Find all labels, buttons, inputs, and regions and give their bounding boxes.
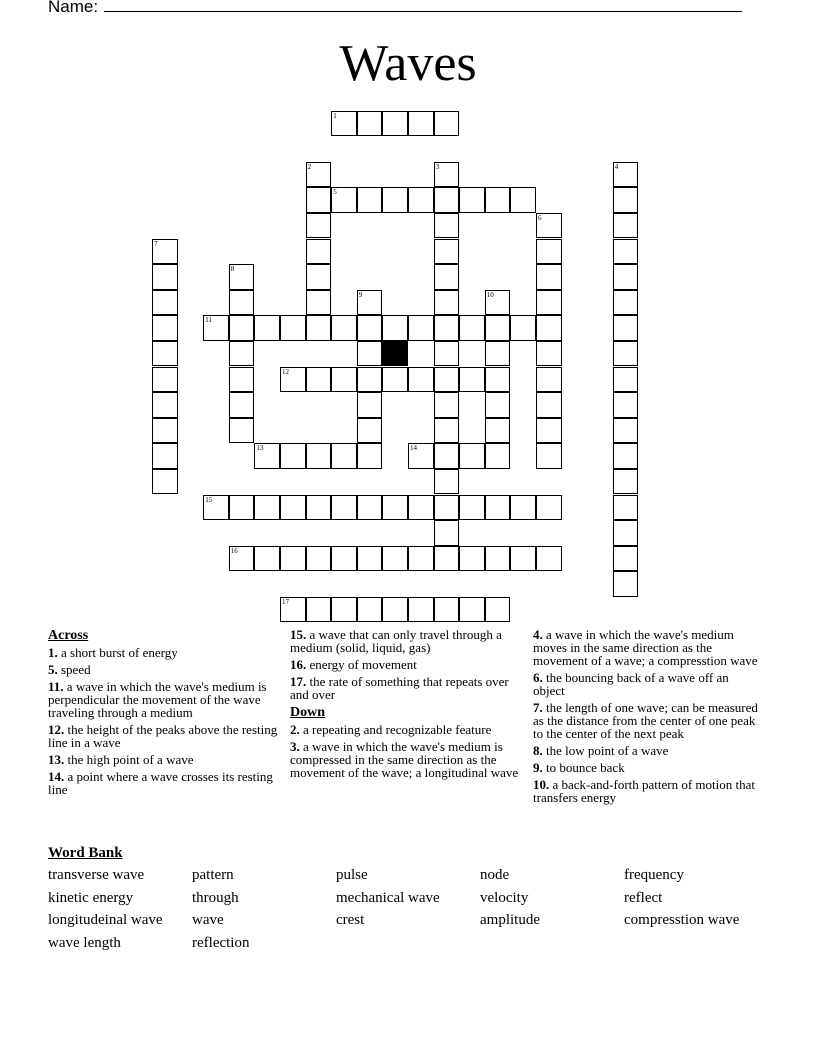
word-bank-item: wave bbox=[192, 912, 224, 928]
grid-cell[interactable] bbox=[331, 111, 357, 137]
clue-number: 8 bbox=[230, 265, 235, 274]
down-clue: 2. a repeating and recognizable feature bbox=[290, 722, 492, 737]
grid-cell[interactable] bbox=[536, 367, 562, 393]
clue-number: 12 bbox=[282, 367, 289, 376]
across-clue: 15. a wave that can only travel through a medium (solid, liquid, gas) bbox=[290, 627, 502, 655]
grid-cell[interactable] bbox=[331, 546, 357, 572]
across-clue: 16. energy of movement bbox=[290, 657, 417, 672]
grid-cell[interactable] bbox=[434, 495, 460, 521]
grid-cell[interactable] bbox=[306, 290, 332, 316]
grid-cell[interactable] bbox=[459, 315, 485, 341]
grid-cell[interactable] bbox=[357, 443, 383, 469]
grid-cell[interactable] bbox=[485, 341, 511, 367]
grid-cell[interactable] bbox=[408, 187, 434, 213]
grid-cell[interactable] bbox=[357, 597, 383, 623]
grid-cell[interactable] bbox=[357, 546, 383, 572]
grid-cell[interactable] bbox=[306, 443, 332, 469]
grid-cell[interactable] bbox=[434, 315, 460, 341]
grid-cell[interactable] bbox=[434, 290, 460, 316]
grid-cell[interactable] bbox=[254, 546, 280, 572]
grid-cell[interactable] bbox=[306, 187, 332, 213]
grid-cell[interactable] bbox=[382, 187, 408, 213]
grid-cell[interactable] bbox=[408, 367, 434, 393]
grid-cell[interactable] bbox=[152, 367, 178, 393]
grid-cell[interactable] bbox=[229, 546, 255, 572]
grid-cell[interactable] bbox=[459, 546, 485, 572]
grid-cell[interactable] bbox=[357, 418, 383, 444]
grid-cell[interactable] bbox=[536, 392, 562, 418]
word-bank-item: mechanical wave bbox=[336, 889, 440, 906]
grid-cell[interactable] bbox=[536, 443, 562, 469]
across-clue: 5. speed bbox=[48, 662, 91, 677]
clue-column-2 bbox=[290, 628, 522, 783]
across-clue: 1. a short burst of energy bbox=[48, 645, 178, 660]
grid-cell[interactable] bbox=[408, 443, 434, 469]
grid-cell[interactable] bbox=[306, 597, 332, 623]
grid-cell[interactable] bbox=[434, 469, 460, 495]
grid-cell[interactable] bbox=[306, 367, 332, 393]
grid-cell[interactable] bbox=[408, 315, 434, 341]
grid-cell[interactable] bbox=[203, 315, 229, 341]
grid-cell[interactable] bbox=[434, 187, 460, 213]
grid-cell[interactable] bbox=[485, 418, 511, 444]
word-bank-item: kinetic energy bbox=[48, 889, 134, 906]
grid-cell[interactable] bbox=[434, 239, 460, 265]
word-bank-title: Word Bank bbox=[48, 845, 123, 861]
clue-number: 10 bbox=[486, 290, 494, 299]
grid-cell[interactable] bbox=[459, 443, 485, 469]
grid-cell[interactable] bbox=[254, 495, 280, 521]
grid-cell[interactable] bbox=[434, 367, 460, 393]
grid-cell[interactable] bbox=[229, 392, 255, 418]
clue-number: 14 bbox=[410, 444, 417, 453]
grid-cell[interactable] bbox=[306, 213, 332, 239]
grid-cell[interactable] bbox=[152, 418, 178, 444]
grid-cell[interactable] bbox=[536, 495, 562, 521]
grid-cell[interactable] bbox=[434, 443, 460, 469]
word-bank-item: crest bbox=[336, 912, 365, 928]
clue-number: 17 bbox=[282, 597, 289, 606]
grid-cell[interactable] bbox=[382, 546, 408, 572]
grid-cell[interactable] bbox=[408, 597, 434, 623]
down-clue: 6. the bouncing back of a wave off an object bbox=[533, 670, 729, 698]
grid-cell[interactable] bbox=[331, 315, 357, 341]
down-clue: 7. the length of one wave; can be measured as the distance from the center of one peak to the center of the next peak bbox=[533, 700, 758, 741]
grid-cell[interactable] bbox=[536, 341, 562, 367]
word-bank-item: through bbox=[192, 889, 239, 906]
clue-column-3 bbox=[533, 628, 761, 808]
grid-cell[interactable] bbox=[510, 187, 536, 213]
grid-cell[interactable] bbox=[536, 290, 562, 316]
grid-cell[interactable] bbox=[434, 597, 460, 623]
clue-number: 11 bbox=[205, 316, 212, 325]
grid-cell[interactable] bbox=[382, 495, 408, 521]
grid-cell[interactable] bbox=[152, 443, 178, 469]
across-heading: Across bbox=[48, 628, 89, 643]
grid-cell[interactable] bbox=[485, 290, 511, 316]
grid-cell[interactable] bbox=[485, 546, 511, 572]
grid-cell[interactable] bbox=[229, 315, 255, 341]
word-bank-item: amplitude bbox=[480, 912, 540, 928]
across-clue: 12. the height of the peaks above the resting line in a wave bbox=[48, 722, 278, 750]
across-clue: 14. a point where a wave crosses its resting line bbox=[48, 769, 273, 797]
clue-number: 6 bbox=[538, 213, 542, 222]
grid-cell[interactable] bbox=[331, 187, 357, 213]
grid-cell[interactable] bbox=[536, 213, 562, 239]
grid-cell[interactable] bbox=[510, 495, 536, 521]
grid-cell[interactable] bbox=[434, 162, 460, 188]
grid-cell[interactable] bbox=[536, 264, 562, 290]
grid-cell[interactable] bbox=[280, 443, 306, 469]
grid-cell[interactable] bbox=[459, 597, 485, 623]
grid-cell[interactable] bbox=[485, 392, 511, 418]
grid-cell[interactable] bbox=[613, 418, 639, 444]
grid-cell[interactable] bbox=[408, 495, 434, 521]
grid-cell[interactable] bbox=[357, 495, 383, 521]
grid-cell[interactable] bbox=[357, 367, 383, 393]
grid-cell[interactable] bbox=[203, 495, 229, 521]
grid-cell[interactable] bbox=[306, 264, 332, 290]
grid-cell[interactable] bbox=[485, 597, 511, 623]
grid-cell[interactable] bbox=[152, 469, 178, 495]
clue-number: 9 bbox=[358, 290, 363, 299]
word-bank-item: pulse bbox=[336, 867, 368, 883]
grid-cell[interactable] bbox=[434, 520, 460, 546]
grid-cell[interactable] bbox=[536, 418, 562, 444]
grid-cell[interactable] bbox=[485, 495, 511, 521]
grid-cell[interactable] bbox=[613, 469, 639, 495]
grid-cell[interactable] bbox=[459, 367, 485, 393]
grid-cell[interactable] bbox=[306, 495, 332, 521]
grid-cell[interactable] bbox=[434, 392, 460, 418]
grid-cell[interactable] bbox=[382, 367, 408, 393]
grid-cell[interactable] bbox=[280, 315, 306, 341]
grid-cell[interactable] bbox=[613, 495, 639, 521]
clue-number: 4 bbox=[614, 162, 619, 171]
grid-cell[interactable] bbox=[613, 213, 639, 239]
grid-cell[interactable] bbox=[254, 443, 280, 469]
down-clue: 10. a back-and-forth pattern of motion that transfers energy bbox=[533, 777, 756, 805]
grid-cell[interactable] bbox=[408, 111, 434, 137]
grid-cell[interactable] bbox=[434, 264, 460, 290]
grid-cell[interactable] bbox=[331, 495, 357, 521]
grid-cell[interactable] bbox=[536, 546, 562, 572]
grid-cell[interactable] bbox=[613, 571, 639, 597]
word-bank-item: wave length bbox=[48, 934, 121, 951]
grid-cell[interactable] bbox=[510, 546, 536, 572]
grid-cell[interactable] bbox=[434, 111, 460, 137]
grid-cell[interactable] bbox=[613, 162, 639, 188]
clue-column-1 bbox=[48, 628, 280, 800]
grid-cell[interactable] bbox=[536, 315, 562, 341]
grid-cell[interactable] bbox=[229, 341, 255, 367]
grid-cell[interactable] bbox=[357, 315, 383, 341]
across-clue: 17. the rate of something that repeats over and over bbox=[290, 674, 509, 702]
grid-cell[interactable] bbox=[331, 367, 357, 393]
grid-cell[interactable] bbox=[613, 520, 639, 546]
black-cell bbox=[382, 341, 408, 367]
clue-number: 5 bbox=[333, 188, 337, 197]
grid-cell[interactable] bbox=[613, 341, 639, 367]
word-bank-item: frequency bbox=[624, 867, 684, 883]
grid-cell[interactable] bbox=[152, 264, 178, 290]
grid-cell[interactable] bbox=[229, 264, 255, 290]
grid-cell[interactable] bbox=[357, 341, 383, 367]
grid-cell[interactable] bbox=[459, 187, 485, 213]
grid-cell[interactable] bbox=[434, 341, 460, 367]
grid-cell[interactable] bbox=[485, 187, 511, 213]
word-bank-item: compresstion wave bbox=[624, 912, 740, 928]
grid-cell[interactable] bbox=[152, 239, 178, 265]
clue-number: 13 bbox=[256, 444, 264, 453]
grid-cell[interactable] bbox=[408, 546, 434, 572]
name-label: Name: bbox=[48, 0, 99, 16]
grid-cell[interactable] bbox=[613, 367, 639, 393]
grid-cell[interactable] bbox=[485, 367, 511, 393]
grid-cell[interactable] bbox=[229, 290, 255, 316]
grid-cell[interactable] bbox=[152, 315, 178, 341]
grid-cell[interactable] bbox=[382, 597, 408, 623]
grid-cell[interactable] bbox=[613, 392, 639, 418]
grid-cell[interactable] bbox=[613, 264, 639, 290]
word-bank-item: longitudeinal wave bbox=[48, 912, 163, 928]
grid-cell[interactable] bbox=[152, 290, 178, 316]
grid-cell[interactable] bbox=[254, 315, 280, 341]
word-bank-item: reflect bbox=[624, 889, 663, 906]
clue-number: 15 bbox=[205, 495, 213, 504]
grid-cell[interactable] bbox=[357, 187, 383, 213]
clue-number: 3 bbox=[435, 162, 440, 171]
down-heading: Down bbox=[290, 705, 326, 720]
grid-cell[interactable] bbox=[280, 495, 306, 521]
grid-cell[interactable] bbox=[306, 546, 332, 572]
grid-cell[interactable] bbox=[306, 315, 332, 341]
grid-cell[interactable] bbox=[306, 162, 332, 188]
word-bank-item: pattern bbox=[192, 867, 234, 883]
grid-cell[interactable] bbox=[357, 111, 383, 137]
grid-cell[interactable] bbox=[434, 418, 460, 444]
grid-cell[interactable] bbox=[613, 187, 639, 213]
clue-number: 16 bbox=[230, 546, 238, 555]
grid-cell[interactable] bbox=[613, 239, 639, 265]
grid-cell[interactable] bbox=[331, 443, 357, 469]
clue-number: 1 bbox=[333, 111, 337, 120]
grid-cell[interactable] bbox=[485, 443, 511, 469]
grid-cell[interactable] bbox=[485, 315, 511, 341]
grid-cell[interactable] bbox=[613, 443, 639, 469]
down-clue: 3. a wave in which the wave's medium is compressed in the same direction as the movement of the wave; a longitudinal wave bbox=[290, 739, 519, 780]
grid-cell[interactable] bbox=[434, 213, 460, 239]
page-title: Waves bbox=[339, 35, 477, 92]
grid-cell[interactable] bbox=[229, 367, 255, 393]
grid-cell[interactable] bbox=[357, 290, 383, 316]
word-bank-item: reflection bbox=[192, 934, 250, 951]
grid-cell[interactable] bbox=[152, 392, 178, 418]
grid-cell[interactable] bbox=[382, 111, 408, 137]
clue-number: 2 bbox=[307, 162, 312, 171]
grid-cell[interactable] bbox=[434, 546, 460, 572]
grid-cell[interactable] bbox=[229, 495, 255, 521]
grid-cell[interactable] bbox=[306, 239, 332, 265]
grid-cell[interactable] bbox=[613, 290, 639, 316]
grid-cell[interactable] bbox=[613, 315, 639, 341]
word-bank-item: node bbox=[480, 867, 510, 883]
grid-cell[interactable] bbox=[280, 546, 306, 572]
down-clue: 4. a wave in which the wave's medium moves in the same direction as the movement of a wave; a compresstion wave bbox=[533, 627, 758, 668]
grid-cell[interactable] bbox=[357, 392, 383, 418]
down-clue: 9. to bounce back bbox=[533, 760, 625, 775]
grid-cell[interactable] bbox=[280, 367, 306, 393]
grid-cell[interactable] bbox=[510, 315, 536, 341]
grid-cell[interactable] bbox=[152, 341, 178, 367]
across-clue: 13. the high point of a wave bbox=[48, 752, 194, 767]
across-clue: 11. a wave in which the wave's medium is perpendicular the movement of the wave traveling through a medium bbox=[48, 679, 267, 720]
word-bank-item: transverse wave bbox=[48, 867, 145, 883]
grid-cell[interactable] bbox=[459, 495, 485, 521]
grid-cell[interactable] bbox=[382, 315, 408, 341]
grid-cell[interactable] bbox=[331, 597, 357, 623]
grid-cell[interactable] bbox=[280, 597, 306, 623]
grid-cell[interactable] bbox=[613, 546, 639, 572]
down-clue: 8. the low point of a wave bbox=[533, 743, 669, 758]
grid-cell[interactable] bbox=[229, 418, 255, 444]
grid-cell[interactable] bbox=[536, 239, 562, 265]
clue-number: 7 bbox=[154, 239, 158, 248]
word-bank-item: velocity bbox=[480, 889, 529, 906]
